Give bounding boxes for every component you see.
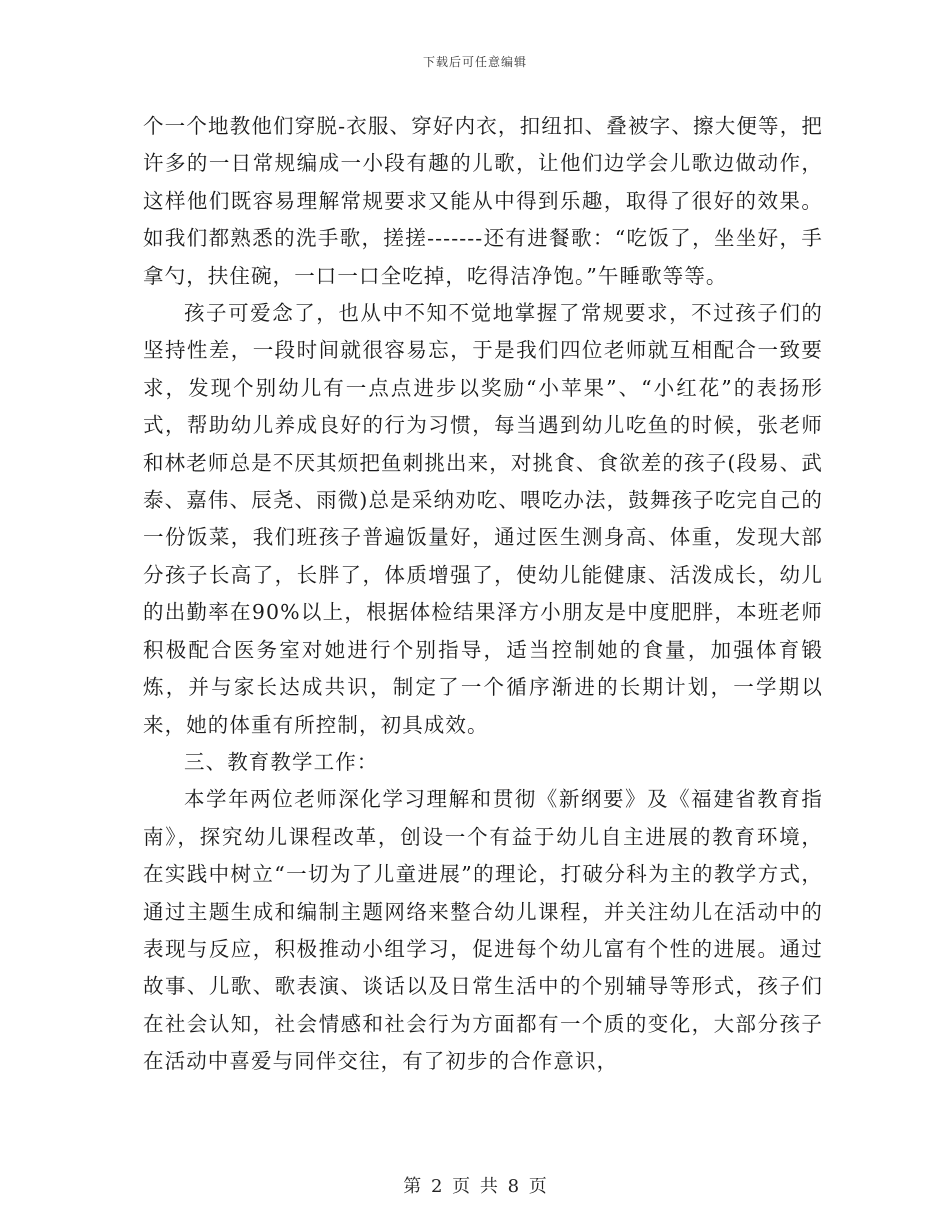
page-number: 第 2 页 共 8 页 [403,1176,547,1197]
document-body [143,108,823,1081]
paragraph-1: 个一个地教他们穿脱-衣服、穿好内衣，扣纽扣、叠被字、擦大便等，把许多的一日常规编成一小段有趣的儿歌，让他们边学会儿歌边做动作，这样他们既容易理解常规要求又能从中得到乐趣，取得了很好的效果。如我们都熟悉的洗手歌，搓搓-------还有进餐歌：“吃饭了，坐坐好，手拿勺，扶住碗，一口一口全吃掉，吃得洁净饱。”午睡歌等等。 [143,114,823,288]
paragraph-2: 孩子可爱念了，也从中不知不觉地掌握了常规要求，不过孩子们的坚持性差，一段时间就很容易忘，于是我们四位老师就互相配合一致要求，发现个别幼儿有一点点进步以奖励“小苹果”、“小红花”的表扬形式，帮助幼儿养成良好的行为习惯，每当遇到幼儿吃鱼的时候，张老师和林老师总是不厌其烦把鱼刺挑出来，对挑食、食欲差的孩子(段易、武泰、嘉伟、辰尧、雨微)总是采纳劝吃、喂吃办法，鼓舞孩子吃完自己的一份饭菜，我们班孩子普遍饭量好，通过医生测身高、体重，发现大部分孩子长高了，长胖了，体质增强了，使幼儿能健康、活泼成长，幼儿的出勤率在90%以上，根据体检结果泽方小朋友是中度肥胖，本班老师积极配合医务室对她进行个别指导，适当控制她的食量，加强体育锻炼，并与家长达成共识，制定了一个循序渐进的长期计划，一学期以来，她的体重有所控制，初具成效。 [143,301,823,737]
page-header-note: 下载后可任意编辑 [422,55,527,69]
paragraph-4: 本学年两位老师深化学习理解和贯彻《新纲要》及《福建省教育指南》，探究幼儿课程改革，创设一个有益于幼儿自主进展的教育环境，在实践中树立“一切为了儿童进展”的理论，打破分科为主的教学方式，通过主题生成和编制主题网络来整合幼儿课程，并关注幼儿在活动中的表现与反应，积极推动小组学习，促进每个幼儿富有个性的进展。通过故事、儿歌、歌表演、谈话以及日常生活中的个别辅导等形式，孩子们在社会认知，社会情感和社会行为方面都有一个质的变化，大部分孩子在活动中喜爱与同伴交往，有了初步的合作意识， [143,787,823,1074]
section-heading-education: 三、教育教学工作： [184,749,379,774]
